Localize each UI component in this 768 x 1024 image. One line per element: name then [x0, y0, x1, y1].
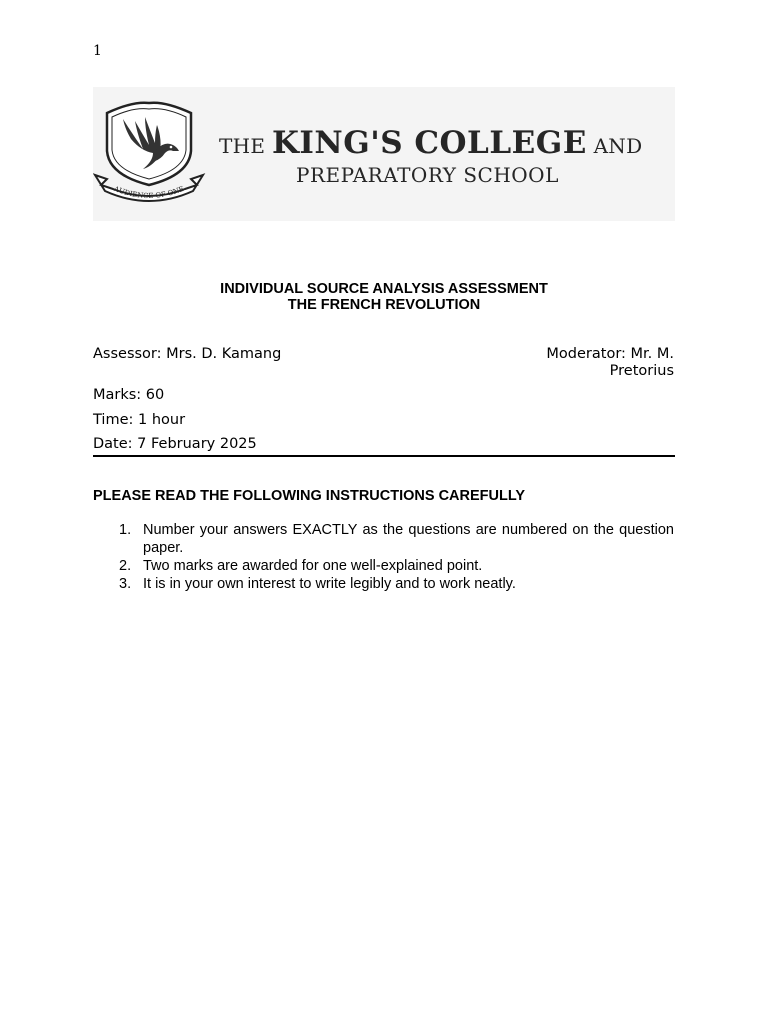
instruction-item [93, 575, 674, 593]
school-crest-logo [93, 87, 213, 221]
assessor-line: Assessor: Mrs. D. Kamang [93, 346, 282, 362]
page-number: 1 [93, 43, 102, 59]
instruction-item [93, 557, 674, 575]
instruction-item [93, 521, 674, 557]
school-name-line2: PREPARATORY SCHOOL [296, 163, 559, 187]
crest-motto: AUDIENCE OF ONE [112, 184, 186, 201]
school-name-line1 [219, 125, 642, 161]
moderator-line-1: Moderator: Mr. M. [546, 346, 674, 362]
instruction-text: Number your answers EXACTLY as the questions are numbered on the question paper. [143, 522, 674, 556]
date-line: Date: 7 February 2025 [93, 436, 257, 452]
instruction-number: 2. [119, 558, 132, 574]
school-banner [93, 87, 675, 221]
school-prefix: THE [219, 134, 266, 158]
moderator-line [546, 346, 674, 380]
school-suffix: AND [593, 134, 643, 158]
instruction-text: It is in your own interest to write legibly and to work neatly. [143, 576, 516, 592]
assessment-title: INDIVIDUAL SOURCE ANALYSIS ASSESSMENT [220, 281, 548, 297]
instructions-heading: PLEASE READ THE FOLLOWING INSTRUCTIONS CAREFULLY [93, 488, 526, 504]
instruction-number: 3. [119, 576, 132, 592]
horizontal-rule [93, 455, 675, 457]
instructions-list [93, 521, 674, 593]
assessment-subtitle: THE FRENCH REVOLUTION [287, 297, 481, 313]
marks-line: Marks: 60 [93, 387, 165, 403]
school-name: KING'S COLLEGE [271, 125, 587, 161]
moderator-line-2: Pretorius [609, 363, 674, 379]
time-line: Time: 1 hour [93, 412, 186, 428]
instruction-number: 1. [119, 522, 132, 538]
instruction-text: Two marks are awarded for one well-explained point. [143, 558, 483, 574]
